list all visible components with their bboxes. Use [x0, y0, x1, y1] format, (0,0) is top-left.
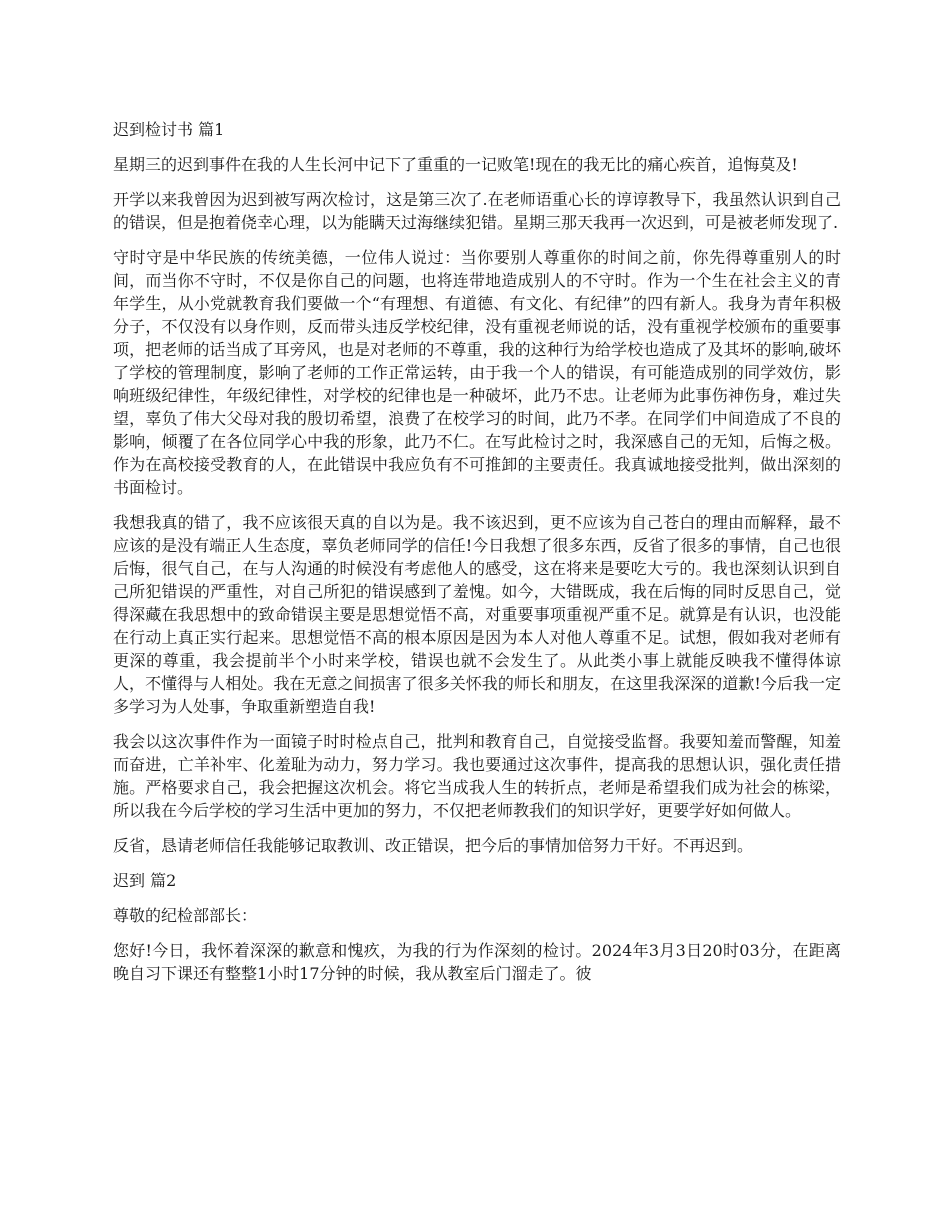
section-heading-2: 迟到 篇2 [113, 871, 177, 890]
salutation: 尊敬的纪检部部长： [113, 906, 258, 925]
paragraph: 我想我真的错了，我不应该很天真的自以为是。我不该迟到，更不应该为自己苍白的理由而解释，最不应该的是没有端正人生态度，辜负老师同学的信任!今日我想了很多东西，反省了很多的事情，自己也很后悔，很气自己，在与人沟通的时候没有考虑他人的感受，这在将来是要吃大亏的。我也深刻认识到自己所犯错误的严重性，对自己所犯的错误感到了羞愧。如今，大错既成，我在后悔的同时反思自己，觉得深藏在我思想中的致命错误主要是思想觉悟不高，对重要事项重视严重不足。就算是有认识，也没能在行动上真正实行起来。思想觉悟不高的根本原因是因为本人对他人尊重不足。试想，假如我对老师有更深的尊重，我会提前半个小时来学校，错误也就不会发生了。从此类小事上就能反映我不懂得体谅人，不懂得与人相处。我在无意之间损害了很多关怀我的师长和朋友，在这里我深深的道歉!今后我一定多学习为人处事，争取重新塑造自我! [113, 513, 841, 716]
paragraph: 我会以这次事件作为一面镜子时时检点自己，批判和教育自己，自觉接受监督。我要知羞而警醒，知羞而奋进，亡羊补牢、化羞耻为动力，努力学习。我也要通过这次事件，提高我的思想认识，强化责任措施。严格要求自己，我会把握这次机会。将它当成我人生的转折点，老师是希望我们成为社会的栋梁，所以我在今后学校的学习生活中更加的努力，不仅把老师教我们的知识学好，更要学好如何做人。 [113, 732, 841, 820]
paragraph: 反省，恳请老师信任我能够记取教训、改正错误，把今后的事情加倍努力干好。不再迟到。 [113, 836, 754, 855]
paragraph: 守时守是中华民族的传统美德，一位伟人说过：当你要别人尊重你的时间之前，你先得尊重别人的时间，而当你不守时，不仅是你自己的问题，也将连带地造成别人的不守时。作为一个生在社会主义的青年学生，从小党就教育我们要做一个“有理想、有道德、有文化、有纪律”的四有新人。我身为青年积极分子，不仅没有以身作则，反而带头违反学校纪律，没有重视老师说的话，没有重视学校颁布的重要事项，把老师的话当成了耳旁风，也是对老师的不尊重，我的这种行为给学校也造成了及其坏的影响,破坏了学校的管理制度，影响了老师的工作正常运转，由于我一个人的错误，有可能造成别的同学效仿，影响班级纪律性，年级纪律性，对学校的纪律也是一种破坏，此乃不忠。让老师为此事伤神伤身，难过失望，辜负了伟大父母对我的殷切希望，浪费了在校学习的时间，此乃不孝。在同学们中间造成了不良的影响，倾覆了在各位同学心中我的形象，此乃不仁。在写此检讨之时，我深感自己的无知，后悔之极。作为在高校接受教育的人，在此错误中我应负有不可推卸的主要责任。我真诚地接受批判，做出深刻的书面检讨。 [113, 248, 841, 497]
document-page [113, 118, 841, 997]
paragraph: 星期三的迟到事件在我的人生长河中记下了重重的一记败笔!现在的我无比的痛心疾首，追悔莫及! [113, 155, 798, 174]
section-heading-1: 迟到检讨书 篇1 [113, 120, 225, 139]
paragraph: 您好!今日，我怀着深深的歉意和愧疚，为我的行为作深刻的检讨。2024年3月3日20时03分，在距离晚自习下课还有整整1小时17分钟的时候，我从教室后门溜走了。彼 [113, 941, 841, 983]
paragraph: 开学以来我曾因为迟到被写两次检讨，这是第三次了.在老师语重心长的谆谆教导下，我虽然认识到自己的错误，但是抱着侥幸心理，以为能瞒天过海继续犯错。星期三那天我再一次迟到，可是被老师发现了. [113, 190, 841, 232]
